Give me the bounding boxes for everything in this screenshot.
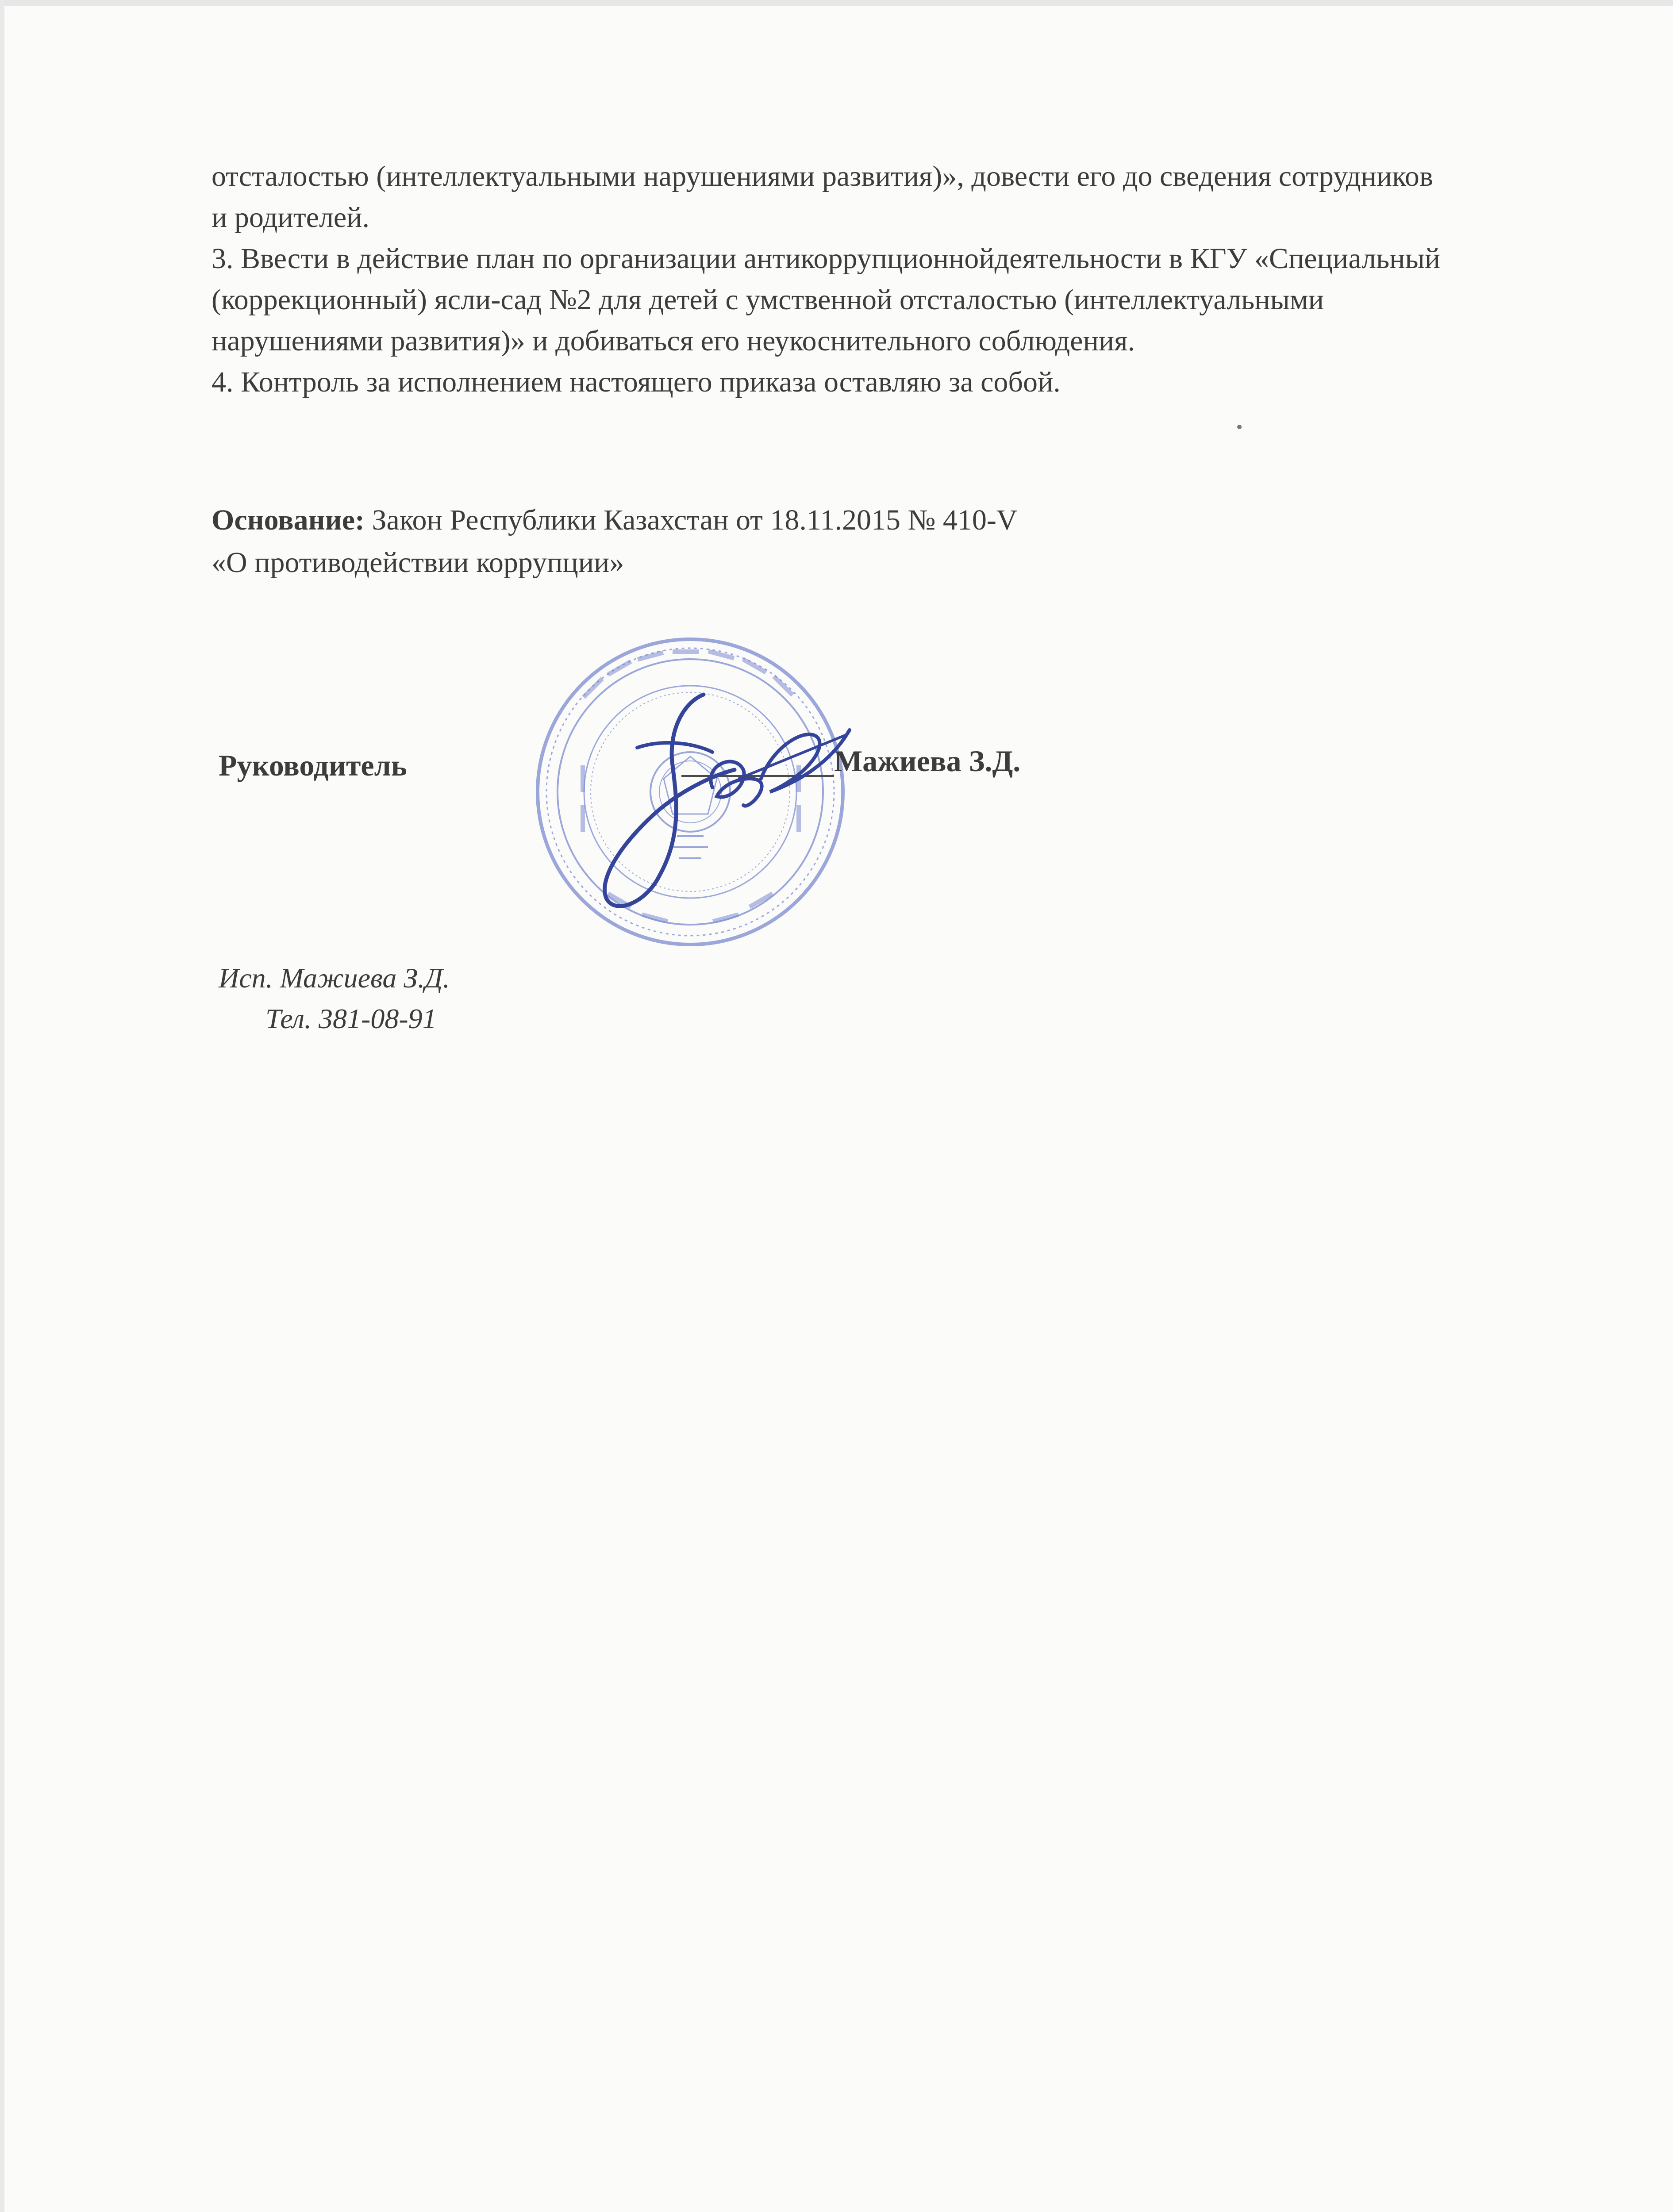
basis-text: Закон Республики Казахстан от 18.11.2015 № 410-V	[364, 504, 1018, 536]
basis-line-1	[212, 499, 1442, 541]
executor-name: Исп. Мажиева З.Д.	[219, 962, 450, 994]
handwritten-signature	[571, 677, 854, 925]
executor-phone: Тел. 381-08-91	[265, 1003, 437, 1034]
basis-label: Основание:	[212, 504, 365, 536]
scan-edge-top	[0, 0, 1673, 6]
order-body	[212, 156, 1442, 403]
signatory-name: Мажиева З.Д.	[834, 744, 1021, 778]
signatory-title: Руководитель	[219, 749, 407, 782]
basis-block	[212, 499, 1442, 584]
paragraph-item-4: 4. Контроль за исполнением настоящего приказа оставляю за собой.	[212, 366, 1061, 398]
paragraph-item-3: 3. Ввести в действие план по организации антикоррупционнойдеятельности в КГУ «Специальный (коррекционный) ясли-сад №2 для детей с умственной отсталостью (интеллектуальными нарушениями развития)» и добиваться его неукоснительного соблюдения.	[212, 242, 1441, 357]
ink-dot	[1237, 425, 1242, 429]
basis-line-2: «О противодействии коррупции»	[212, 546, 624, 579]
scan-edge-left	[0, 0, 4, 2212]
paragraph-continuation: отсталостью (интеллектуальными нарушениями развития)», довести его до сведения сотрудников и родителей.	[212, 160, 1433, 234]
